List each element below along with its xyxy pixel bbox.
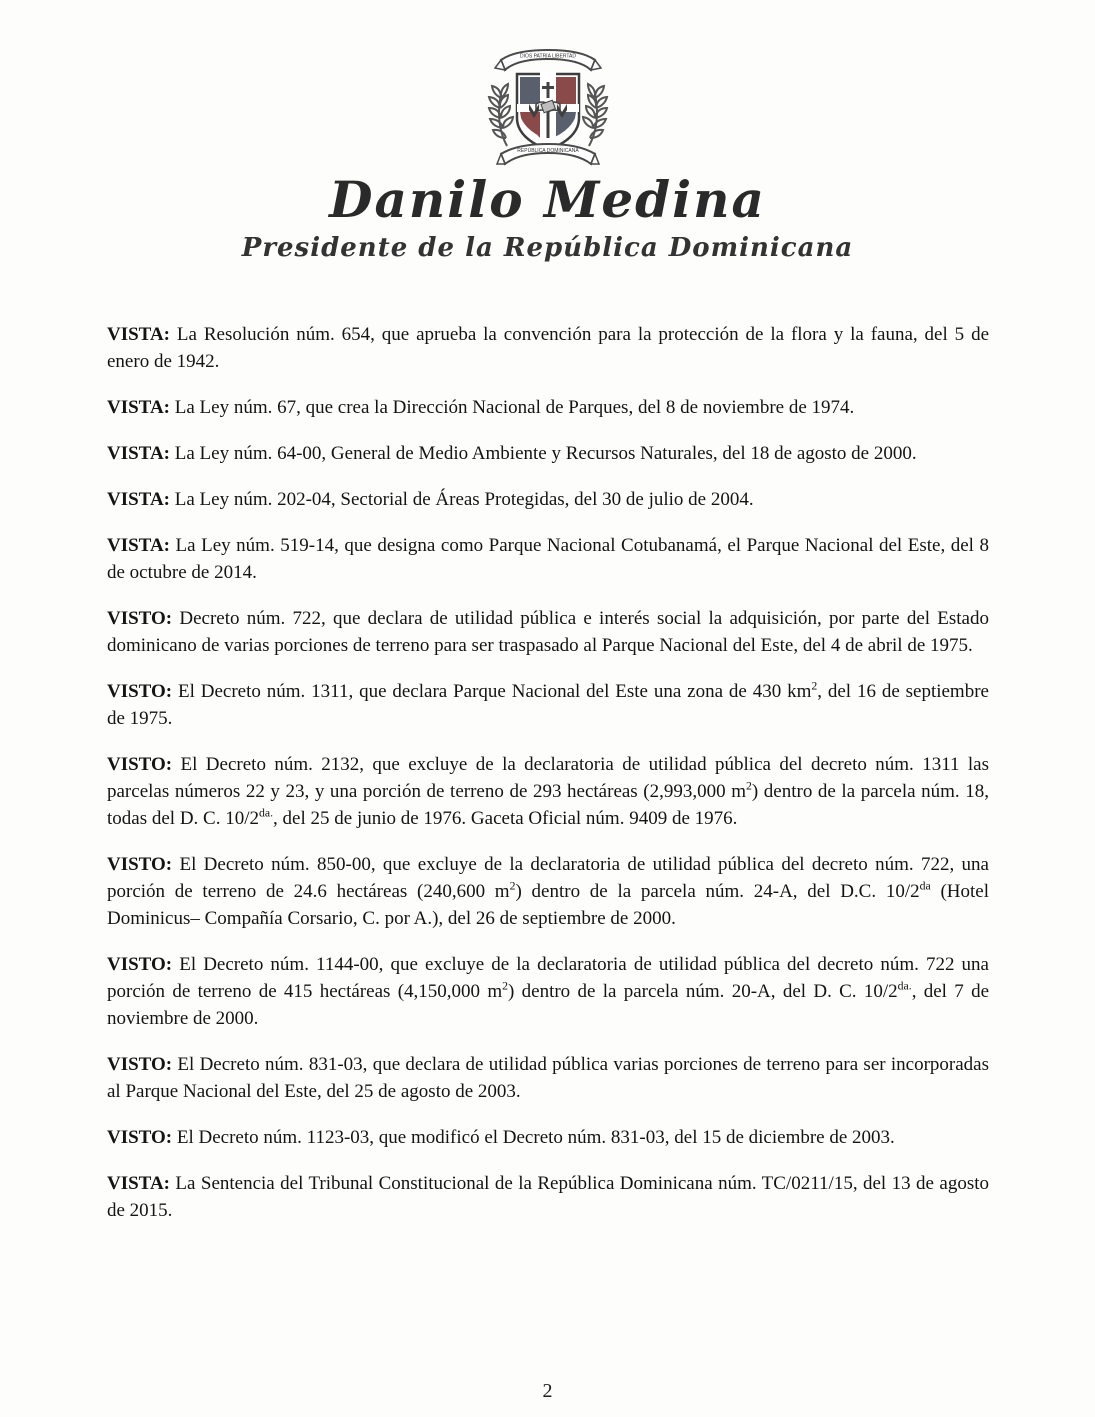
paragraph-body: La Resolución núm. 654, que aprueba la convención para la protección de la flora y la fauna, del 5 de enero de 1942. xyxy=(107,324,989,372)
paragraph-label: VISTO: xyxy=(107,854,173,875)
paragraph-body: El Decreto núm. 2132, que excluye de la declaratoria de utilidad pública del decreto núm. 1311 las parcelas números 22 y 23, y una porción de terreno de 293 hectáreas (2,993,000 $m^2$) dentro de la parcela núm. 18, todas del D. C. $10/2^{da.}$, del 25 de junio de 1976. Gaceta Oficial núm. 9409 de 1976. xyxy=(107,754,989,829)
paragraph-body: La Ley núm. 519-14, que designa como Parque Nacional Cotubanamá, el Parque Nacional del Este, del 8 de octubre de 2014. xyxy=(107,535,989,583)
paragraph xyxy=(107,486,989,513)
paragraph xyxy=(107,440,989,467)
paragraph-label: VISTA: xyxy=(107,535,170,556)
paragraph-body: Decreto núm. 722, que declara de utilidad pública e interés social la adquisición, por parte del Estado dominicano de varias porciones de terreno para ser traspasado al Parque Nacional del Este, del 4 de abril de 1975. xyxy=(107,608,989,656)
paragraph-label: VISTA: xyxy=(107,397,170,418)
paragraph-body: El Decreto núm. 1144-00, que excluye de la declaratoria de utilidad pública del decreto núm. 722 una porción de terreno de 415 hectáreas (4,150,000 $m^2$) dentro de la parcela núm. 20-A, del D. C. $10/2^{da.}$, del 7 de noviembre de 2000. xyxy=(107,954,989,1029)
paragraph xyxy=(107,532,989,586)
bible-icon xyxy=(536,100,560,113)
document-body xyxy=(107,321,989,1224)
paragraph-label: VISTA: xyxy=(107,1173,170,1194)
paragraph-body: El Decreto núm. 850-00, que excluye de la declaratoria de utilidad pública del decreto núm. 722, una porción de terreno de 24.6 hectáreas (240,600 $m^2$) dentro de la parcela núm. 24-A, del D.C. $10/2^{da}$ (Hotel Dominicus– Compañía Corsario, C. por A.), del 26 de septiembre de 2000. xyxy=(107,854,990,929)
paragraph xyxy=(107,851,989,932)
president-name: Danilo Medina xyxy=(329,170,766,229)
paragraph xyxy=(107,394,989,421)
paragraph xyxy=(107,1051,989,1105)
paragraph xyxy=(107,321,989,375)
paragraph xyxy=(107,751,989,832)
paragraph-body: La Sentencia del Tribunal Constitucional de la República Dominicana núm. TC/0211/15, del 13 de agosto de 2015. xyxy=(107,1173,989,1221)
paragraph xyxy=(107,951,989,1032)
paragraph xyxy=(107,1124,989,1151)
letterhead xyxy=(0,0,1095,263)
paragraph xyxy=(107,605,989,659)
crest-ribbon-text: REPÚBLICA DOMINICANA xyxy=(516,148,579,154)
paragraph-body: La Ley núm. 202-04, Sectorial de Áreas Protegidas, del 30 de julio de 2004. xyxy=(170,489,754,510)
page-number: 2 xyxy=(542,1380,553,1402)
paragraph-label: VISTO: xyxy=(107,1127,173,1148)
paragraph-label: VISTA: xyxy=(107,489,170,510)
paragraph-label: VISTO: xyxy=(107,681,173,702)
paragraph-body: El Decreto núm. 831-03, que declara de utilidad pública varias porciones de terreno para ser incorporadas al Parque Nacional del Este, del 25 de agosto de 2003. xyxy=(107,1054,989,1102)
paragraph-label: VISTA: xyxy=(107,324,170,345)
paragraph-label: VISTO: xyxy=(107,608,173,629)
paragraph xyxy=(107,1170,989,1224)
paragraph xyxy=(107,678,989,732)
paragraph-label: VISTO: xyxy=(107,1054,173,1075)
paragraph-body: La Ley núm. 67, que crea la Dirección Nacional de Parques, del 8 de noviembre de 1974. xyxy=(170,397,855,418)
paragraph-label: VISTO: xyxy=(107,954,173,975)
crest-motto-text: DIOS PATRIA LIBERTAD xyxy=(519,53,576,60)
president-title: Presidente de la República Dominicana xyxy=(241,233,854,263)
coat-of-arms-icon xyxy=(487,46,609,174)
paragraph-body: La Ley núm. 64-00, General de Medio Ambiente y Recursos Naturales, del 18 de agosto de 2000. xyxy=(170,443,917,464)
laurel-branch-icon xyxy=(489,84,513,146)
paragraph-label: VISTO: xyxy=(107,754,173,775)
palm-branch-icon xyxy=(583,84,607,146)
paragraph-body: El Decreto núm. 1123-03, que modificó el Decreto núm. 831-03, del 15 de diciembre de 2003. xyxy=(172,1127,895,1148)
paragraph-body: El Decreto núm. 1311, que declara Parque Nacional del Este una zona de 430 $km^2$, del 16 de septiembre de 1975. xyxy=(107,679,989,729)
paragraph-label: VISTA: xyxy=(107,443,170,464)
